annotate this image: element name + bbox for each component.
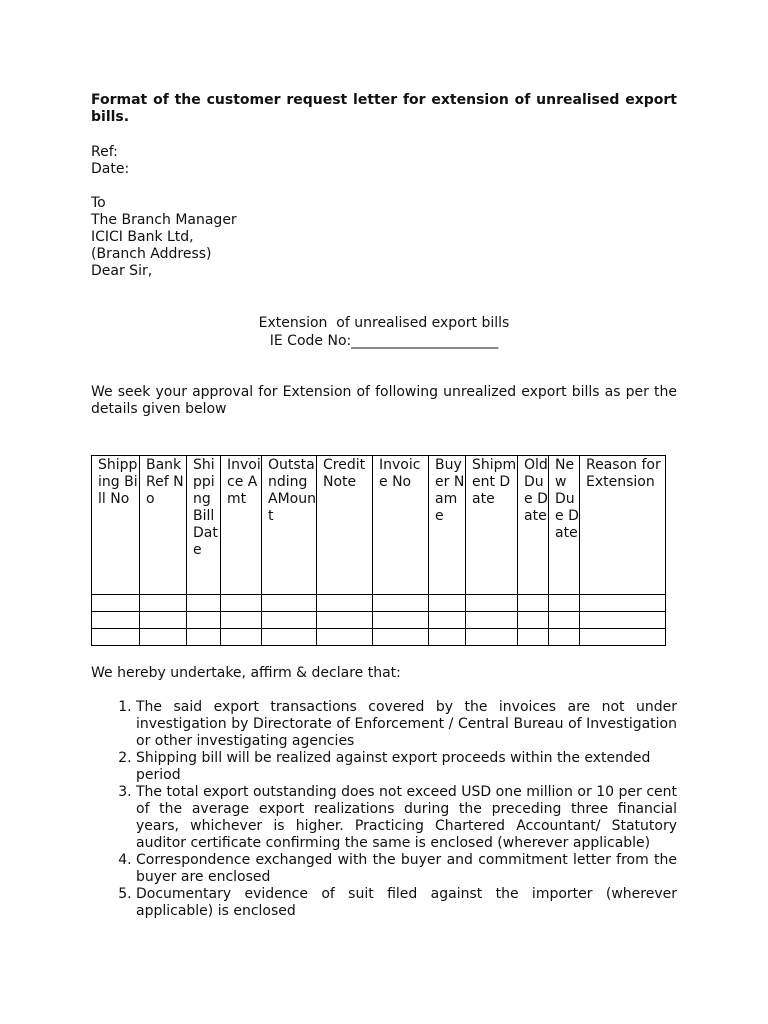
- declaration-intro: We hereby undertake, affirm & declare that:: [91, 665, 401, 681]
- table-cell[interactable]: [549, 612, 580, 629]
- date-label: Date:: [91, 161, 130, 177]
- table-cell[interactable]: [317, 595, 373, 612]
- table-cell[interactable]: [429, 595, 466, 612]
- table-row: [92, 612, 666, 629]
- salutation: Dear Sir,: [91, 263, 153, 279]
- table-cell[interactable]: [580, 595, 666, 612]
- address-line-3: (Branch Address): [91, 246, 212, 262]
- header-invoice-amt: Invoice Amt: [221, 456, 262, 595]
- table-cell[interactable]: [373, 612, 429, 629]
- table-cell[interactable]: [518, 612, 549, 629]
- table-cell[interactable]: [466, 595, 518, 612]
- table-cell[interactable]: [92, 612, 140, 629]
- table-cell[interactable]: [262, 612, 317, 629]
- table-cell[interactable]: [140, 595, 187, 612]
- header-bank-ref-no: Bank Ref No: [140, 456, 187, 595]
- intro-paragraph: We seek your approval for Extension of following unrealized export bills as per the details given below: [91, 384, 677, 417]
- table-cell[interactable]: [466, 629, 518, 646]
- table-cell[interactable]: [221, 612, 262, 629]
- table-cell[interactable]: [92, 595, 140, 612]
- list-item: 5. Documentary evidence of suit filed against the importer (wherever applicable) is enclosed: [136, 886, 677, 920]
- address-to: To: [91, 195, 106, 211]
- table-cell[interactable]: [549, 595, 580, 612]
- table-row: [92, 595, 666, 612]
- header-outstanding-amount: OutstandingAMount: [262, 456, 317, 595]
- header-new-due-date: New Due Date: [549, 456, 580, 595]
- header-shipment-date: Shipment Date: [466, 456, 518, 595]
- header-shipping-bill-date: Shipping Bill Date: [187, 456, 221, 595]
- table-cell[interactable]: [429, 629, 466, 646]
- ref-label: Ref:: [91, 144, 118, 160]
- list-item: 2. Shipping bill will be realized against export proceeds within the extended period: [136, 750, 677, 784]
- table-cell[interactable]: [187, 629, 221, 646]
- table-cell[interactable]: [262, 595, 317, 612]
- table-cell[interactable]: [373, 629, 429, 646]
- table-cell[interactable]: [373, 595, 429, 612]
- table-cell[interactable]: [429, 612, 466, 629]
- table-row: [92, 629, 666, 646]
- header-invoice-no: Invoice No: [373, 456, 429, 595]
- subject-line: Extension of unrealised export bills: [258, 315, 510, 331]
- address-line-1: The Branch Manager: [91, 212, 237, 228]
- header-reason-for-extension: Reason for Extension: [580, 456, 666, 595]
- table-cell[interactable]: [317, 629, 373, 646]
- table-cell[interactable]: [221, 595, 262, 612]
- table-cell[interactable]: [466, 612, 518, 629]
- table-cell[interactable]: [187, 612, 221, 629]
- ie-code-line: IE Code No:_____________________: [269, 333, 499, 349]
- table-header-row: [92, 456, 666, 595]
- table-cell[interactable]: [518, 595, 549, 612]
- table-cell[interactable]: [187, 595, 221, 612]
- header-buyer-name: Buyer Name: [429, 456, 466, 595]
- table-cell[interactable]: [262, 629, 317, 646]
- table-cell[interactable]: [518, 629, 549, 646]
- header-old-due-date: Old Due Date: [518, 456, 549, 595]
- header-shipping-bill-no: Shipping Bill No: [92, 456, 140, 595]
- list-item: 1. The said export transactions covered by the invoices are not under investigation by Directorate of Enforcement / Central Bureau of Investigation or other investigating agencies: [136, 699, 677, 750]
- table-cell[interactable]: [140, 629, 187, 646]
- list-item: 4. Correspondence exchanged with the buyer and commitment letter from the buyer are enclosed: [136, 852, 677, 886]
- table-cell[interactable]: [549, 629, 580, 646]
- table-cell[interactable]: [140, 612, 187, 629]
- declaration-list: [91, 699, 677, 920]
- header-credit-note: Credit Note: [317, 456, 373, 595]
- table-cell[interactable]: [92, 629, 140, 646]
- document-title: Format of the customer request letter for extension of unrealised export bills.: [91, 92, 677, 125]
- address-line-2: ICICI Bank Ltd,: [91, 229, 194, 245]
- table-cell[interactable]: [317, 612, 373, 629]
- table-cell[interactable]: [580, 612, 666, 629]
- list-item: 3. The total export outstanding does not exceed USD one million or 10 per cent of the average export realizations during the preceding three financial years, whichever is higher. Practicing Chartered Accountant/ Statutory auditor certificate confirming the same is enclosed (wherever applicable): [136, 784, 677, 852]
- table-cell[interactable]: [580, 629, 666, 646]
- export-bills-table: [91, 455, 666, 646]
- table-cell[interactable]: [221, 629, 262, 646]
